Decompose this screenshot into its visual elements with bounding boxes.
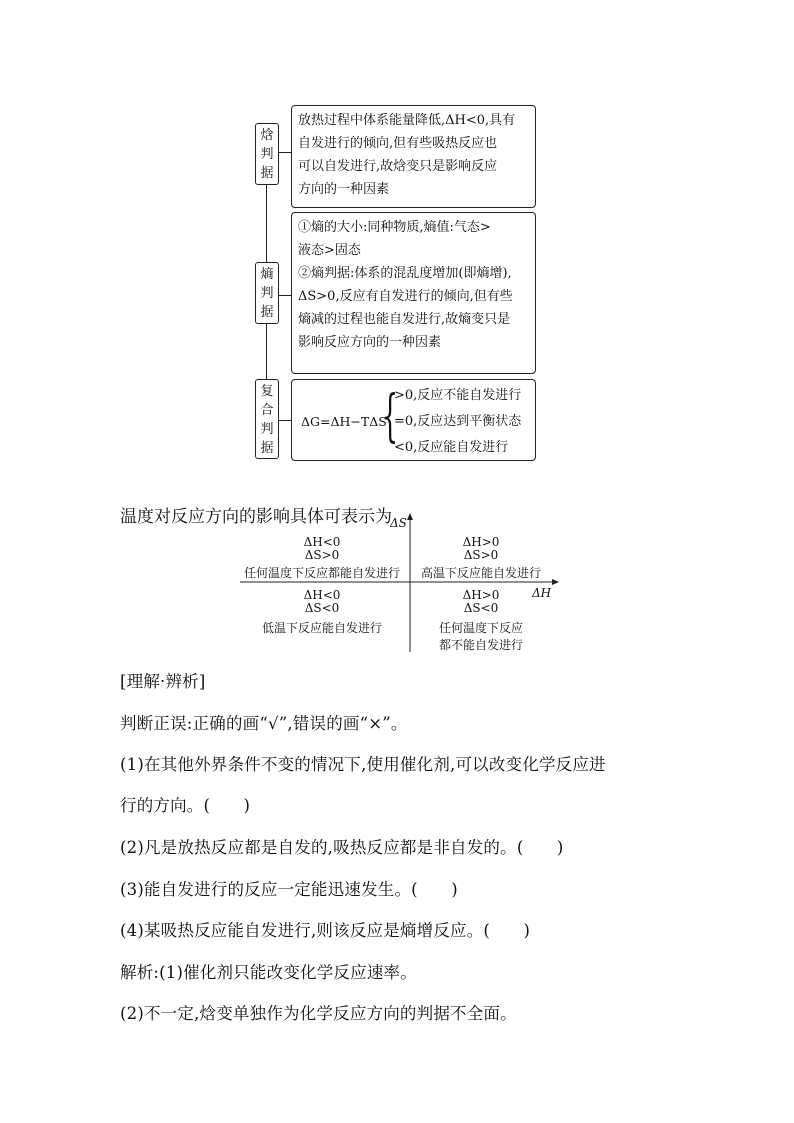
case-brace: {	[382, 384, 399, 449]
composite-criterion-label: 复 合 判 据	[255, 379, 279, 459]
composite-criterion-box	[291, 379, 536, 461]
entropy-line-5: 熵减的过程也能自发进行,故熵变只是	[298, 312, 511, 327]
connector-entropy	[279, 295, 291, 296]
quadrant-bottom-right: ΔH>0 ΔS<0 任何温度下反应 都不能自发进行	[438, 588, 523, 652]
analysis-2: (2)不一定,焓变单独作为化学反应方向的判据不全面。	[120, 1004, 517, 1023]
question-2: (2)凡是放热反应都是自发的,吸热反应都是非自发的。( )	[120, 838, 564, 857]
enthalpy-line-3: 可以自发进行,故焓变只是影响反应	[298, 159, 498, 174]
entropy-line-6: 影响反应方向的一种因素	[298, 335, 442, 350]
question-1-line-2: 行的方向。( )	[120, 796, 251, 815]
connector-composite	[279, 420, 291, 421]
entropy-criterion-box	[291, 212, 536, 374]
case-greater: >0,反应不能自发进行	[394, 388, 522, 403]
enthalpy-line-1: 放热过程中体系能量降低,ΔH<0,具有	[298, 113, 516, 128]
enthalpy-line-4: 方向的一种因素	[298, 182, 390, 197]
case-equal: =0,反应达到平衡状态	[394, 414, 522, 429]
entropy-criterion-label: 熵 判 据	[255, 262, 279, 324]
enthalpy-criterion-label: 焓 判 据	[255, 123, 279, 185]
question-4: (4)某吸热反应能自发进行,则该反应是熵增反应。( )	[120, 921, 531, 940]
quadrant-top-left: ΔH<0 ΔS>0 任何温度下反应都能自发进行	[243, 535, 400, 580]
y-axis-label: ΔS	[390, 516, 407, 530]
question-1-line-1: (1)在其他外界条件不变的情况下,使用催化剂,可以改变化学反应进	[120, 755, 606, 774]
instruction-line: 判断正误:正确的画“√”,错误的画“×”。	[120, 714, 408, 733]
entropy-line-4: ΔS>0,反应有自发进行的倾向,但有些	[298, 289, 513, 304]
entropy-line-1: ①熵的大小:同种物质,熵值:气态>	[298, 220, 491, 235]
enthalpy-line-2: 自发进行的倾向,但有些吸热反应也	[298, 136, 498, 151]
quadrant-top-right: ΔH>0 ΔS>0 高温下反应能自发进行	[420, 535, 541, 580]
section-heading: 温度对反应方向的影响具体可表示为	[120, 507, 392, 527]
enthalpy-criterion-box	[291, 105, 536, 208]
connector-enthalpy	[279, 152, 291, 153]
understanding-label: [理解·辨析]	[120, 672, 206, 691]
gibbs-formula: ΔG=ΔH−TΔS	[301, 414, 387, 429]
analysis-1: 解析:(1)催化剂只能改变化学反应速率。	[120, 963, 417, 982]
entropy-line-2: 液态>固态	[298, 243, 361, 258]
x-axis-label: ΔH	[532, 586, 552, 600]
entropy-line-3: ②熵判据:体系的混乱度增加(即熵增),	[298, 266, 512, 281]
case-less: <0,反应能自发进行	[394, 440, 509, 455]
quadrant-bottom-left: ΔH<0 ΔS<0 低温下反应能自发进行	[261, 588, 382, 635]
question-3: (3)能自发进行的反应一定能迅速发生。( )	[120, 880, 458, 899]
